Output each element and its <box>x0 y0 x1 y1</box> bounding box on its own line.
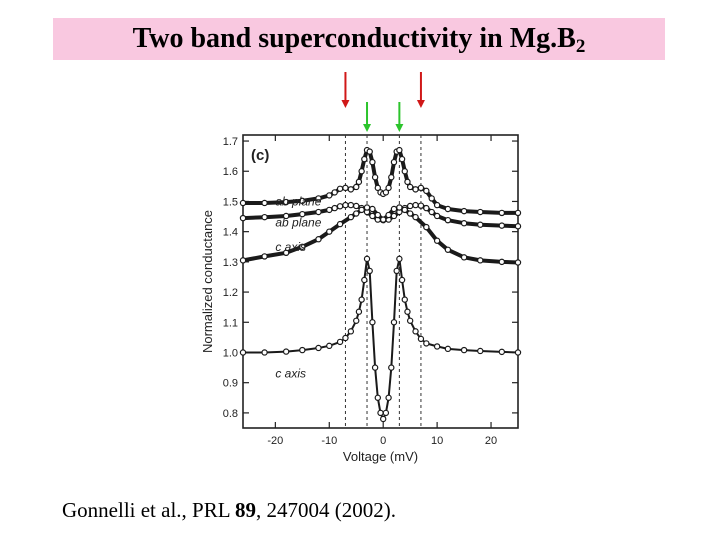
data-point <box>478 348 483 353</box>
data-point <box>435 238 440 243</box>
data-point <box>262 215 267 220</box>
gap-arrowhead <box>417 100 425 108</box>
y-tick-label: 0.9 <box>222 377 238 390</box>
data-point <box>327 193 332 198</box>
data-point <box>316 345 321 350</box>
data-point <box>515 260 520 265</box>
data-point <box>445 346 450 351</box>
data-point <box>262 254 267 259</box>
data-point <box>408 211 413 216</box>
data-point <box>370 206 375 211</box>
data-point <box>397 256 402 261</box>
y-tick-label: 1.7 <box>222 136 238 149</box>
data-point <box>327 343 332 348</box>
data-point <box>240 258 245 263</box>
data-point <box>424 341 429 346</box>
data-point <box>386 185 391 190</box>
data-point <box>515 210 520 215</box>
data-point <box>413 329 418 334</box>
data-point <box>375 395 380 400</box>
data-point <box>354 203 359 208</box>
citation-rest: , 247004 (2002). <box>256 498 397 522</box>
data-point <box>383 410 388 415</box>
data-point <box>370 160 375 165</box>
data-point <box>394 268 399 273</box>
data-point <box>370 213 375 218</box>
data-point <box>337 204 342 209</box>
data-point <box>391 213 396 218</box>
gap-arrowhead <box>395 124 403 132</box>
data-point <box>478 222 483 227</box>
data-point <box>408 184 413 189</box>
citation-authors: Gonnelli et al., PRL <box>62 498 236 522</box>
data-point <box>445 206 450 211</box>
x-tick-label: 20 <box>484 435 498 447</box>
data-point <box>413 187 418 192</box>
data-point <box>354 211 359 216</box>
data-point <box>391 320 396 325</box>
data-point <box>367 268 372 273</box>
data-point <box>402 207 407 212</box>
data-point <box>397 205 402 210</box>
data-point <box>262 350 267 355</box>
y-tick-label: 0.8 <box>222 407 238 420</box>
data-point <box>435 202 440 207</box>
data-point <box>354 184 359 189</box>
data-point <box>332 205 337 210</box>
data-point <box>316 237 321 242</box>
y-axis-label: Normalized conductance <box>200 209 215 354</box>
data-point <box>461 221 466 226</box>
data-point <box>337 222 342 227</box>
data-point <box>337 339 342 344</box>
data-point <box>373 365 378 370</box>
conductance-chart <box>200 135 521 464</box>
data-point <box>240 200 245 205</box>
data-point <box>461 255 466 260</box>
data-point <box>348 215 353 220</box>
data-point <box>424 225 429 230</box>
data-point <box>240 215 245 220</box>
x-axis-label: Voltage (mV) <box>342 449 419 464</box>
data-point <box>354 318 359 323</box>
data-point <box>429 196 434 201</box>
data-point <box>499 210 504 215</box>
citation-volume: 89 <box>235 498 257 522</box>
data-point <box>386 395 391 400</box>
slide-title-subscript: 2 <box>575 36 586 57</box>
data-point <box>399 157 404 162</box>
data-point <box>389 175 394 180</box>
x-tick-label: 0 <box>380 435 387 447</box>
citation <box>62 498 396 523</box>
data-point <box>424 188 429 193</box>
data-point <box>429 209 434 214</box>
data-point <box>461 209 466 214</box>
data-point <box>399 277 404 282</box>
data-point <box>343 335 348 340</box>
gap-arrowhead <box>341 100 349 108</box>
data-point <box>356 309 361 314</box>
data-point <box>364 256 369 261</box>
data-point <box>405 309 410 314</box>
panel-label: (c) <box>251 147 270 164</box>
data-point <box>418 203 423 208</box>
x-tick-label: -20 <box>267 435 284 447</box>
data-point <box>499 349 504 354</box>
data-point <box>343 202 348 207</box>
x-tick-label: 10 <box>430 435 444 447</box>
data-point <box>370 320 375 325</box>
data-point <box>391 206 396 211</box>
data-point <box>367 149 372 154</box>
data-point <box>359 207 364 212</box>
y-tick-label: 1.3 <box>222 256 238 269</box>
y-tick-label: 1.2 <box>222 287 238 300</box>
y-tick-label: 1.5 <box>222 196 238 209</box>
data-point <box>418 185 423 190</box>
data-point <box>262 200 267 205</box>
data-point <box>478 258 483 263</box>
data-point <box>359 169 364 174</box>
y-tick-label: 1.1 <box>222 317 238 330</box>
data-point <box>424 205 429 210</box>
data-point <box>478 209 483 214</box>
data-point <box>515 224 520 229</box>
data-point <box>348 202 353 207</box>
data-point <box>364 205 369 210</box>
data-point <box>327 229 332 234</box>
data-point <box>332 190 337 195</box>
data-point <box>381 416 386 421</box>
data-point <box>461 347 466 352</box>
data-point <box>413 215 418 220</box>
data-point <box>499 259 504 264</box>
data-point <box>499 223 504 228</box>
data-point <box>391 160 396 165</box>
data-point <box>408 318 413 323</box>
data-point <box>337 186 342 191</box>
data-point <box>348 329 353 334</box>
data-point <box>381 217 386 222</box>
data-point <box>343 185 348 190</box>
data-point <box>327 207 332 212</box>
data-point <box>359 297 364 302</box>
series-line <box>243 259 518 419</box>
data-point <box>348 187 353 192</box>
data-point <box>240 350 245 355</box>
data-point <box>386 212 391 217</box>
data-point <box>316 209 321 214</box>
data-point <box>435 213 440 218</box>
data-point <box>375 212 380 217</box>
data-point <box>362 277 367 282</box>
data-point <box>284 349 289 354</box>
y-tick-label: 1.6 <box>222 166 238 179</box>
data-point <box>389 365 394 370</box>
data-point <box>445 218 450 223</box>
data-point <box>378 410 383 415</box>
plot-frame <box>243 135 518 428</box>
data-point <box>300 347 305 352</box>
data-point <box>515 350 520 355</box>
data-point <box>413 202 418 207</box>
slide-title-text: Two band superconductivity in Mg.B <box>132 23 576 54</box>
gap-arrows <box>341 72 424 132</box>
data-point <box>435 344 440 349</box>
series-label: ab plane <box>275 194 322 209</box>
data-point <box>397 148 402 153</box>
data-point <box>402 169 407 174</box>
x-tick-label: -10 <box>321 435 338 447</box>
data-point <box>408 203 413 208</box>
data-point <box>405 179 410 184</box>
data-point <box>445 247 450 252</box>
series-label: ab plane <box>275 215 322 230</box>
y-tick-label: 1.0 <box>222 347 238 360</box>
gap-arrowhead <box>363 124 371 132</box>
series-label: c axis <box>275 366 307 381</box>
data-point <box>402 297 407 302</box>
data-point <box>356 179 361 184</box>
data-point <box>373 175 378 180</box>
data-point <box>362 157 367 162</box>
series-label: c axis <box>275 239 307 254</box>
y-tick-label: 1.4 <box>222 226 238 239</box>
data-point <box>418 336 423 341</box>
